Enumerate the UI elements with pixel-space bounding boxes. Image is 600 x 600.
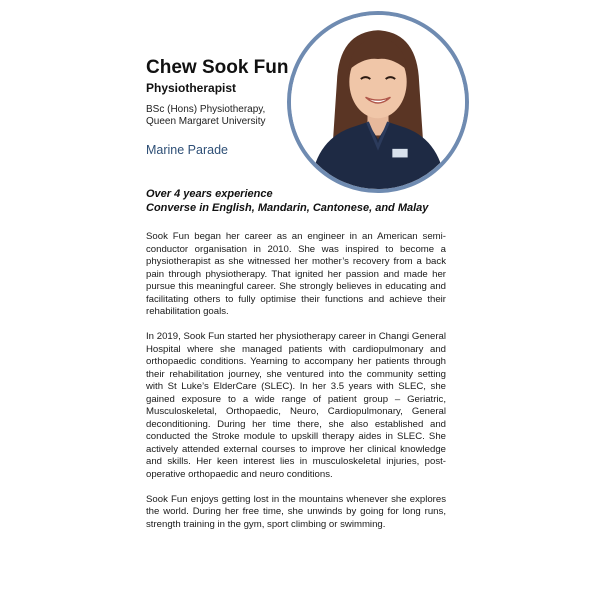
staff-qualification <box>146 104 266 128</box>
languages-line: Converse in English, Mandarin, Cantonese, and Malay <box>146 201 429 214</box>
portrait-illustration <box>291 15 465 189</box>
bio-paragraph: Sook Fun enjoys getting lost in the mountains whenever she explores the world. During her free time, she unwinds by going for long runs, strength training in the gym, sport climbing or swimming. <box>146 493 446 530</box>
experience-line: Over 4 years experience <box>146 188 273 200</box>
staff-portrait <box>287 11 469 193</box>
staff-role: Physiotherapist <box>146 81 237 95</box>
staff-name: Chew Sook Fun <box>146 57 289 78</box>
clinic-location: Marine Parade <box>146 143 228 157</box>
qualification-line-1: BSc (Hons) Physiotherapy, <box>146 104 266 115</box>
bio-paragraph: In 2019, Sook Fun started her physiotherapy career in Changi General Hospital where she managed patients with cardiopulmonary and orthopaedic conditions. Yearning to accompany her patients through their rehabilitation journey, she ventured into the community setting with St Luke’s ElderCare (SLEC). In her 3.5 years with SLEC, she gained exposure to a wide range of patient group – Geriatric, Musculoskeletal, Orthopaedic, Neuro, Cardiopulmonary, General deconditioning. During her time there, she also established and conducted the Stroke module to upskill therapy aides in SLEC. She actively attended external courses to improve her clinical knowledge and skills. Her keen interest lies in musculoskeletal injuries, post-operative orthopaedic and neuro conditions. <box>146 331 446 480</box>
qualification-line-2: Queen Margaret University <box>146 116 266 127</box>
highlights <box>146 188 428 215</box>
biography <box>146 231 446 544</box>
bio-paragraph: Sook Fun began her career as an engineer in an American semi-conductor organisation in 2010. She was inspired to become a physiotherapist as she witnessed her mother’s recovery from a back pain through physiotherapy. That ignited her passion and made her pursue this meaningful career. She strongly believes in educating and facilitating others to fully optimise their functions and achieve their rehabilitation goals. <box>146 231 446 317</box>
